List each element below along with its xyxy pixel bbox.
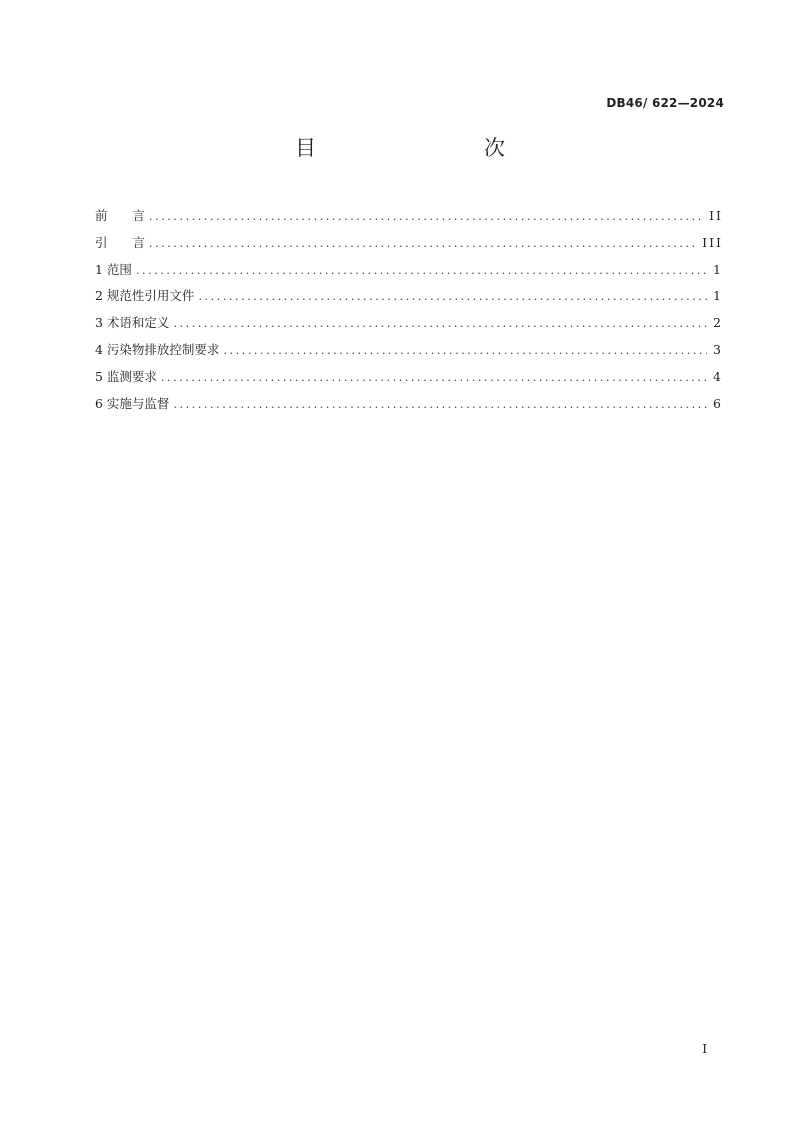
dot-leader [173, 398, 707, 411]
dot-leader [149, 210, 703, 223]
toc-entry-label: 引 言 [95, 234, 146, 250]
dot-leader [161, 371, 707, 384]
toc-entry-label: 5 监测要求 [95, 368, 157, 384]
toc-entry-emission-control[interactable] [95, 340, 723, 367]
page-number: I [702, 1042, 707, 1056]
toc-entry-label: 2 规范性引用文件 [95, 288, 195, 304]
toc-entry-label: 4 污染物排放控制要求 [95, 341, 220, 357]
toc-entry-page: III [702, 234, 723, 250]
toc-entry-label: 前 言 [95, 208, 146, 223]
toc-entry-introduction[interactable] [95, 233, 723, 260]
toc-entry-page: 6 [713, 395, 723, 411]
dot-leader [149, 237, 696, 250]
table-of-contents [95, 206, 723, 420]
toc-entry-page: II [709, 208, 723, 223]
toc-entry-page: 1 [713, 261, 723, 277]
toc-entry-page: 4 [713, 368, 723, 384]
toc-entry-page: 1 [713, 288, 723, 304]
toc-entry-monitoring[interactable] [95, 367, 723, 394]
toc-entry-label: 6 实施与监督 [95, 395, 170, 411]
document-code: DB46/ 622—2024 [606, 96, 724, 110]
dot-leader [223, 344, 707, 357]
toc-entry-label: 3 术语和定义 [95, 315, 170, 331]
toc-entry-page: 2 [713, 315, 723, 331]
toc-entry-terms-definitions[interactable] [95, 313, 723, 340]
toc-entry-scope[interactable] [95, 260, 723, 287]
toc-entry-implementation[interactable] [95, 394, 723, 421]
dot-leader [173, 317, 707, 330]
toc-entry-page: 3 [713, 341, 723, 357]
toc-entry-foreword[interactable] [95, 206, 723, 233]
toc-entry-normative-references[interactable] [95, 286, 723, 313]
page-title: 目 次 [295, 136, 547, 160]
dot-leader [136, 264, 707, 277]
dot-leader [198, 290, 707, 303]
toc-entry-label: 1 范围 [95, 261, 132, 277]
